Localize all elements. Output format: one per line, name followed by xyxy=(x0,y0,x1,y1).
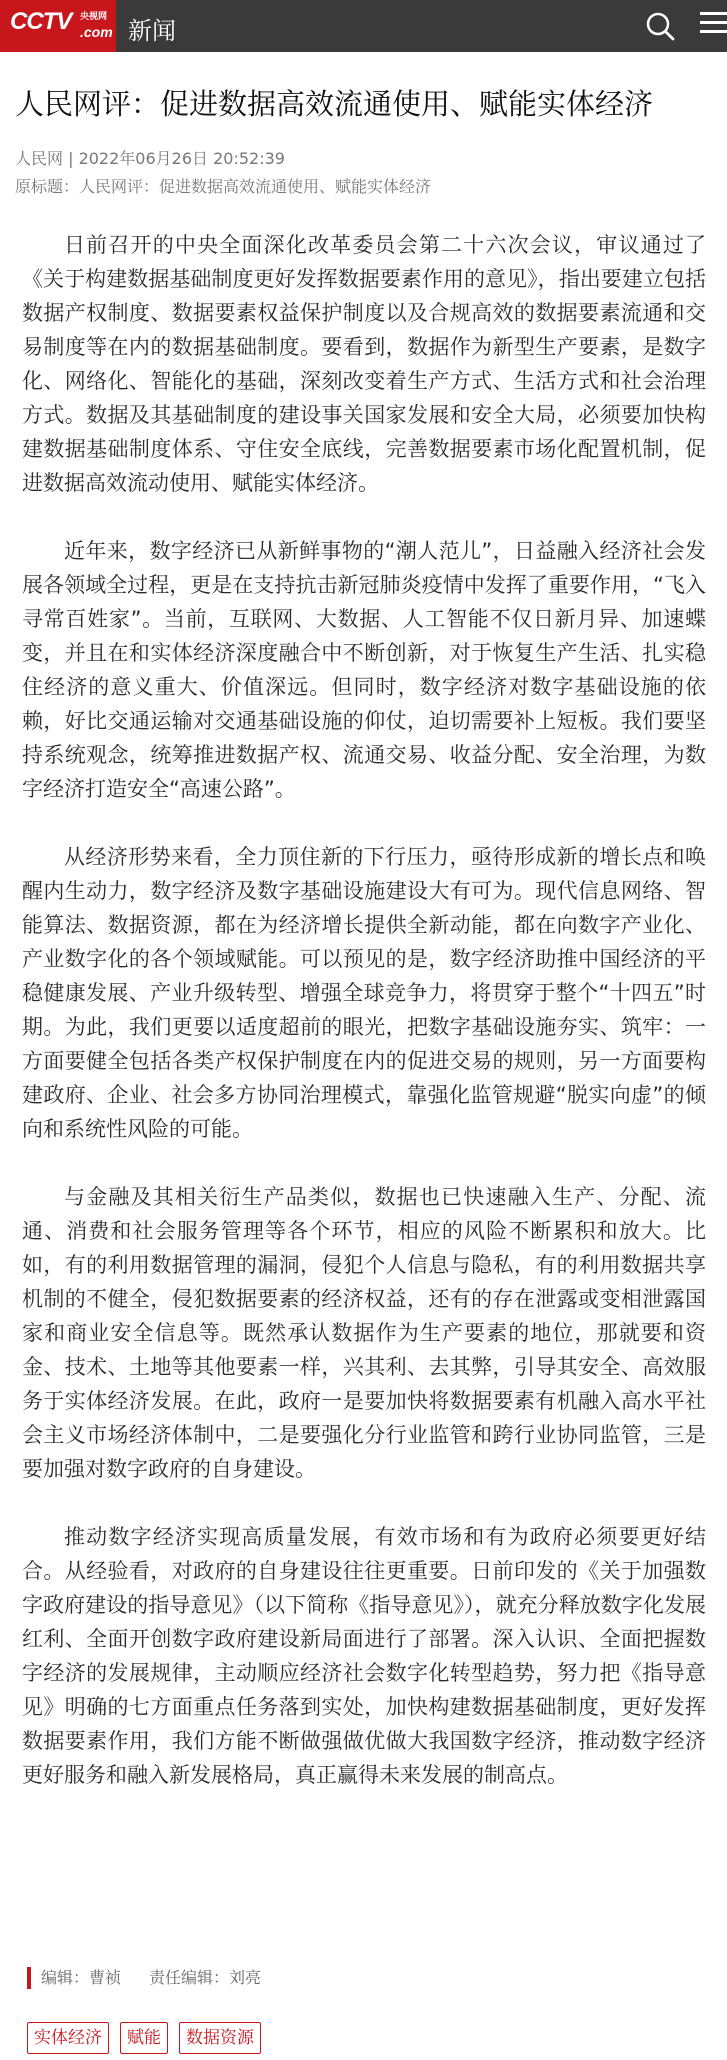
tag-item[interactable]: 赋能 xyxy=(120,2022,168,2054)
editor-info xyxy=(27,1967,289,1989)
logo-main-text: CCTV xyxy=(10,8,72,35)
tag-list xyxy=(27,2022,272,2054)
tag-item[interactable]: 实体经济 xyxy=(27,2022,109,2054)
menu-icon[interactable] xyxy=(700,12,727,40)
logo-com-text: .com xyxy=(80,24,113,40)
chief-editor: 责任编辑：刘亮 xyxy=(149,1968,262,1987)
tag-item[interactable]: 数据资源 xyxy=(179,2022,261,2054)
article-paragraph: 推动数字经济实现高质量发展，有效市场和有为政府必须要更好结合。从经验看，对政府的自身建设往往更重要。日前印发的《关于加强数字政府建设的指导意见》（以下简称《指导意见》），就充分释放数字化发展红利、全面开创数字政府建设新局面进行了部署。深入认识、全面把握数字经济的发展规律，主动顺应经济社会数字化转型趋势，努力把《指导意见》明确的七方面重点任务落到实处，加快构建数据基础制度，更好发挥数据要素作用，我们方能不断做强做优做大我国数字经济，推动数字经济更好服务和融入新发展格局，真正赢得未来发展的制高点。 xyxy=(22,1525,706,1787)
logo-sub-text: 央视网 xyxy=(80,12,108,22)
channel-title[interactable]: 新闻 xyxy=(128,17,176,45)
article-paragraph: 近年来，数字经济已从新鲜事物的“潮人范儿”，日益融入经济社会发展各领域全过程，更是在支持抗击新冠肺炎疫情中发挥了重要作用，“飞入寻常百姓家”。当前，互联网、大数据、人工智能不仅日新月异、加速蝶变，并且在和实体经济深度融合中不断创新，对于恢复生产生活、扎实稳住经济的意义重大、价值深远。但同时，数字经济对数字基础设施的依赖，好比交通运输对交通基础设施的仰仗，迫切需要补上短板。我们要坚持系统观念，统筹推进数据产权、流通交易、收益分配、安全治理，为数字经济打造安全“高速公路”。 xyxy=(22,539,706,801)
editor: 编辑：曹祯 xyxy=(41,1968,122,1987)
article-subtitle: 原标题：人民网评：促进数据高效流通使用、赋能实体经济 xyxy=(15,177,432,196)
cctv-logo[interactable] xyxy=(0,0,116,52)
search-icon[interactable] xyxy=(644,10,676,42)
article-title: 人民网评：促进数据高效流通使用、赋能实体经济 xyxy=(15,87,654,121)
article-meta: 人民网 | 2022年06月26日 20:52:39 xyxy=(15,149,285,168)
article-paragraph: 与金融及其相关衍生产品类似，数据也已快速融入生产、分配、流通、消费和社会服务管理等各个环节，相应的风险不断累积和放大。比如，有的利用数据管理的漏洞，侵犯个人信息与隐私，有的利用数据共享机制的不健全，侵犯数据要素的经济权益，还有的存在泄露或变相泄露国家和商业安全信息等。既然承认数据作为生产要素的地位，那就要和资金、技术、土地等其他要素一样，兴其利、去其弊，引导其安全、高效服务于实体经济发展。在此，政府一是要加快将数据要素有机融入高水平社会主义市场经济体制中，二是要强化分行业监管和跨行业协同监管，三是要加强对数字政府的自身建设。 xyxy=(22,1185,706,1481)
top-bar xyxy=(0,0,727,52)
article-paragraph: 从经济形势来看，全力顶住新的下行压力，亟待形成新的增长点和唤醒内生动力，数字经济及数字基础设施建设大有可为。现代信息网络、智能算法、数据资源，都在为经济增长提供全新动能，都在向数字产业化、产业数字化的各个领域赋能。可以预见的是，数字经济助推中国经济的平稳健康发展、产业升级转型、增强全球竞争力，将贯穿于整个“十四五”时期。为此，我们更要以适度超前的眼光，把数字基础设施夯实、筑牢：一方面要健全包括各类产权保护制度在内的促进交易的规则，另一方面要构建政府、企业、社会多方协同治理模式，靠强化监管规避“脱实向虚”的倾向和系统性风险的可能。 xyxy=(22,845,706,1141)
article-body xyxy=(22,228,706,1826)
article-paragraph: 日前召开的中央全面深化改革委员会第二十六次会议，审议通过了《关于构建数据基础制度更好发挥数据要素作用的意见》，指出要建立包括数据产权制度、数据要素权益保护制度以及合规高效的数据要素流通和交易制度等在内的数据基础制度。要看到，数据作为新型生产要素，是数字化、网络化、智能化的基础，深刻改变着生产方式、生活方式和社会治理方式。数据及其基础制度的建设事关国家发展和安全大局，必须要加快构建数据基础制度体系、守住安全底线，完善数据要素市场化配置机制，促进数据高效流动使用、赋能实体经济。 xyxy=(22,233,706,495)
